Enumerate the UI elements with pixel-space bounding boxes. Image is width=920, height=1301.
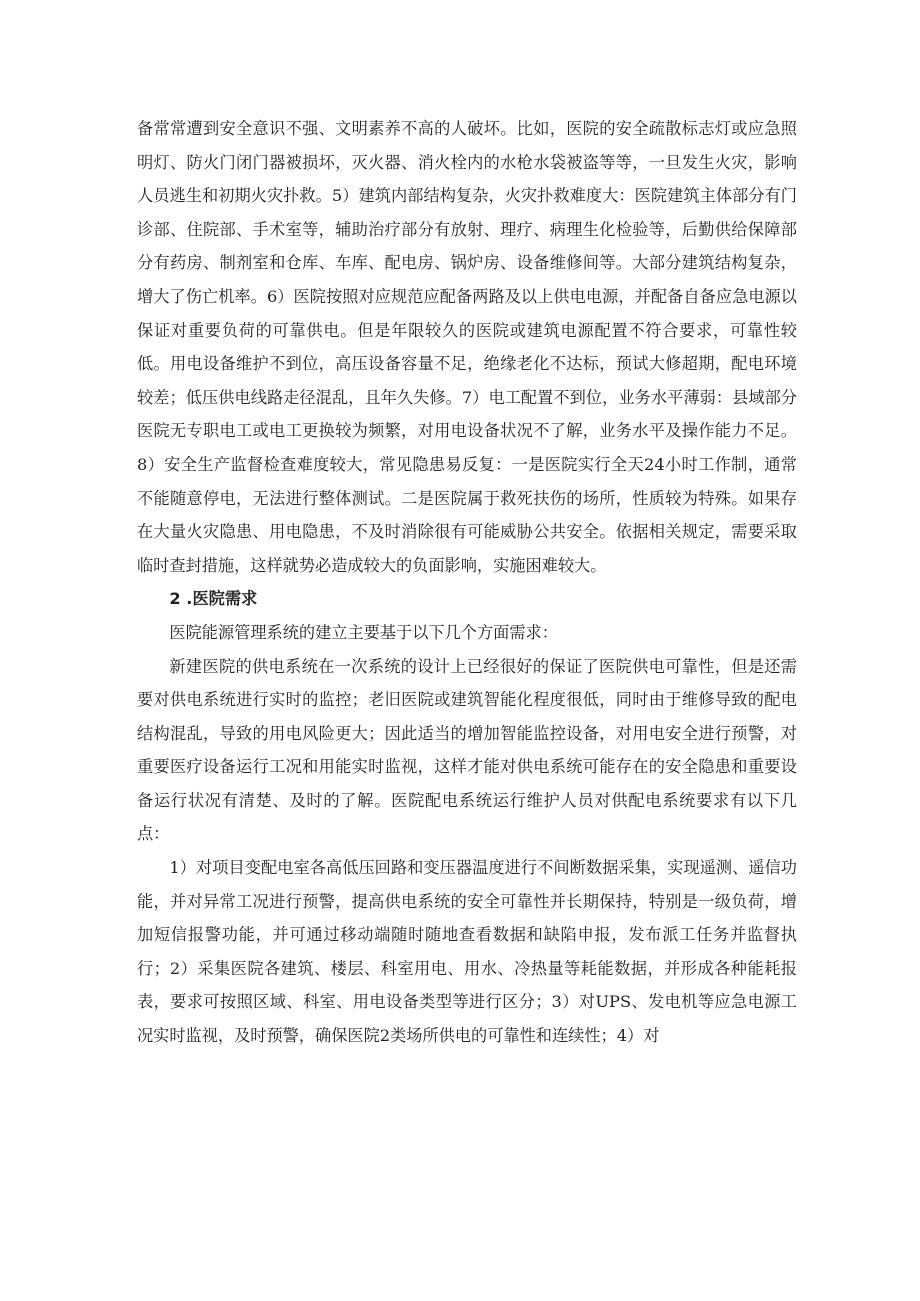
document-body [137,112,797,1053]
paragraph-needs-intro: 医院能源管理系统的建立主要基于以下几个方面需求： [169,622,558,642]
section-heading-hospital-needs: 2 .医院需求 [169,589,258,609]
paragraph-fire-and-power-risks: 备常常遭到安全意识不强、文明素养不高的人破坏。比如，医院的安全疏散标志灯或应急照明灯、防火门闭门器被损坏，灭火器、消火栓内的水枪水袋被盗等等，一旦发生火灾，影响人员逃生和初期火灾扑救。5）建筑内部结构复杂，火灾扑救难度大：医院建筑主体部分有门诊部、住院部、手术室等，辅助治疗部分有放射、理疗、病理生化检验等，后勤供给保障部分有药房、制剂室和仓库、车库、配电房、锅炉房、设备维修间等。大部分建筑结构复杂，增大了伤亡机率。6）医院按照对应规范应配备两路及以上供电电源，并配备自备应急电源以保证对重要负荷的可靠供电。但是年限较久的医院或建筑电源配置不符合要求，可靠性较低。用电设备维护不到位，高压设备容量不足，绝缘老化不达标，预试大修超期，配电环境较差；低压供电线路走径混乱，且年久失修。7）电工配置不到位，业务水平薄弱：县域部分医院无专职电工或电工更换较为频繁，对用电设备状况不了解，业务水平及操作能力不足。8）安全生产监督检查难度较大，常见隐患易反复：一是医院实行全天24小时工作制，通常不能随意停电，无法进行整体测试。二是医院属于救死扶伤的场所，性质较为特殊。如果存在大量火灾隐患、用电隐患，不及时消除很有可能威胁公共安全。依据相关规定，需要采取临时查封措施，这样就势必造成较大的负面影响，实施困难较大。 [137,119,797,575]
paragraph-requirements-list: 1）对项目变配电室各高低压回路和变压器温度进行不间断数据采集，实现遥测、遥信功能，并对异常工况进行预警，提高供电系统的安全可靠性并长期保持，特别是一级负荷，增加短信报警功能，并可通过移动端随时随地查看数据和缺陷申报，发布派工任务并监督执行；2）采集医院各建筑、楼层、科室用电、用水、冷热量等耗能数据，并形成各种能耗报表，要求可按照区域、科室、用电设备类型等进行区分；3）对UPS、发电机等应急电源工况实时监视，及时预警，确保医院2类场所供电的可靠性和连续性；4）对 [137,858,797,1046]
paragraph-monitoring-rationale: 新建医院的供电系统在一次系统的设计上已经很好的保证了医院供电可靠性，但是还需要对供电系统进行实时的监控；老旧医院或建筑智能化程度很低，同时由于维修导致的配电结构混乱，导致的用电风险更大；因此适当的增加智能监控设备，对用电安全进行预警，对重要医疗设备运行工况和用能实时监视，这样才能对供电系统可能存在的安全隐患和重要设备运行状况有清楚、及时的了解。医院配电系统运行维护人员对供配电系统要求有以下几点： [137,656,797,844]
